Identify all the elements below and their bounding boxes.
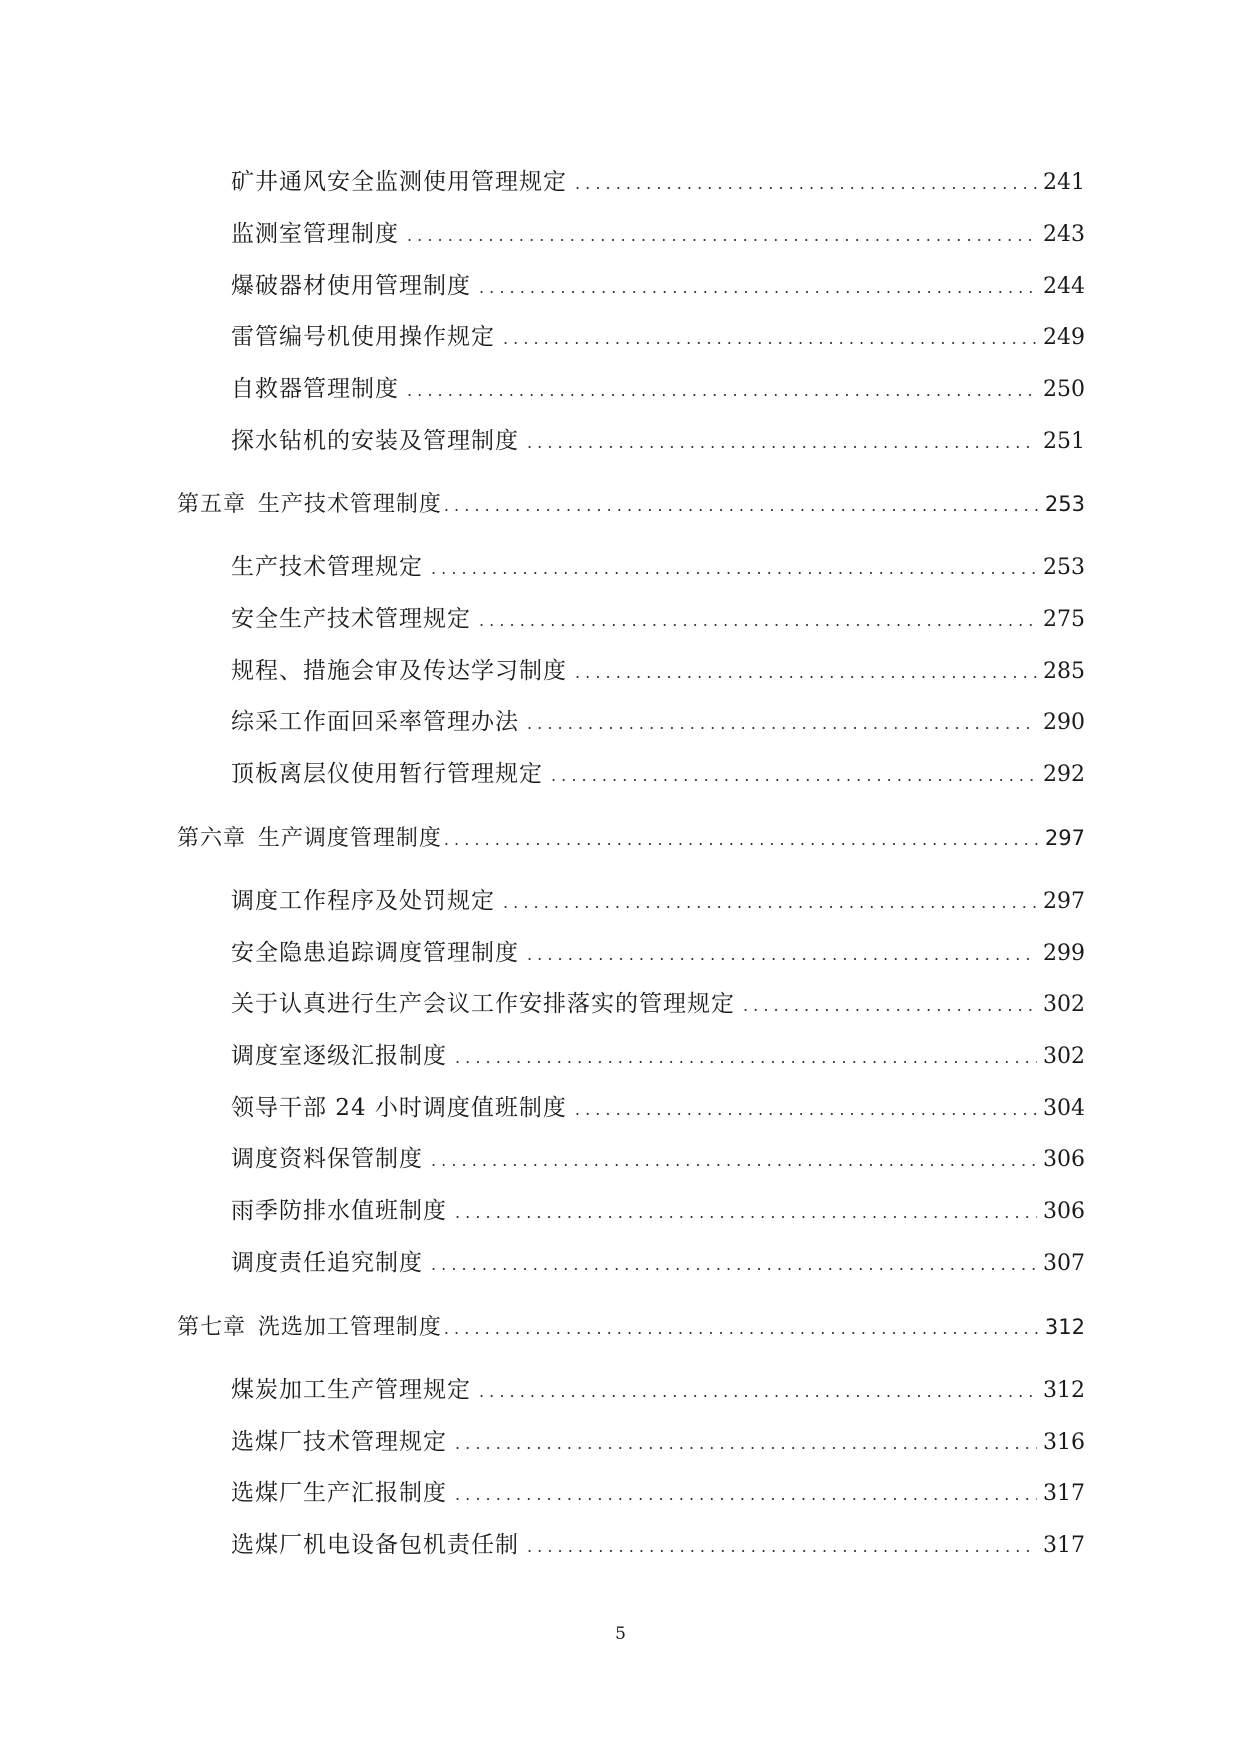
toc-chapter-page: 253	[1044, 492, 1085, 516]
toc-dot-leader	[527, 1532, 1037, 1562]
toc-entry[interactable]	[231, 1427, 1085, 1457]
toc-entry-page: 302	[1043, 992, 1085, 1017]
toc-entry[interactable]	[231, 604, 1085, 634]
toc-chapter-title: 生产调度管理制度	[257, 826, 442, 851]
toc-chapter-title: 洗选加工管理制度	[257, 1315, 442, 1340]
toc-entry-title: 调度资料保管制度	[231, 1146, 423, 1172]
toc-entry-title: 选煤厂技术管理规定	[231, 1429, 447, 1455]
toc-entry-title: 爆破器材使用管理制度	[231, 273, 471, 299]
toc-entry-title: 矿井通风安全监测使用管理规定	[231, 169, 567, 195]
toc-entry-title: 监测室管理制度	[231, 221, 399, 247]
toc-entry[interactable]	[231, 374, 1085, 404]
toc-chapter-number: 第六章	[177, 826, 247, 851]
toc-entry[interactable]	[231, 1144, 1085, 1174]
toc-chapter-page: 297	[1044, 826, 1085, 850]
toc-entry-title: 生产技术管理规定	[231, 554, 423, 580]
toc-dot-leader	[444, 1314, 1039, 1344]
toc-dot-leader	[431, 554, 1037, 584]
toc-entry-page: 312	[1043, 1378, 1085, 1403]
toc-entry[interactable]	[231, 1196, 1085, 1226]
toc-entry-page: 290	[1043, 710, 1085, 735]
toc-dot-leader	[444, 825, 1039, 855]
toc-entry-page: 297	[1043, 889, 1085, 914]
toc-entry[interactable]	[231, 759, 1085, 789]
toc-entry-page: 317	[1043, 1481, 1085, 1506]
toc-entry[interactable]	[231, 989, 1085, 1019]
toc-dot-leader	[575, 658, 1037, 688]
toc-entry-title: 自救器管理制度	[231, 376, 399, 402]
toc-entry-title: 选煤厂机电设备包机责任制	[231, 1532, 519, 1558]
toc-entry[interactable]	[231, 552, 1085, 582]
toc-dot-leader	[479, 606, 1037, 636]
toc-entry[interactable]	[231, 1248, 1085, 1278]
toc-entry-title: 雨季防排水值班制度	[231, 1198, 447, 1224]
toc-entry-title: 调度室逐级汇报制度	[231, 1043, 447, 1069]
toc-entry-title: 领导干部 24 小时调度值班制度	[231, 1095, 567, 1121]
toc-dot-leader	[551, 761, 1037, 791]
toc-entry-page: 306	[1043, 1199, 1085, 1224]
toc-entry-page: 304	[1043, 1096, 1085, 1121]
toc-entry-title: 调度责任追究制度	[231, 1250, 423, 1276]
toc-entry-title: 安全生产技术管理规定	[231, 606, 471, 632]
toc-entry-page: 299	[1043, 941, 1085, 966]
toc-chapter-entry[interactable]	[177, 489, 1085, 519]
toc-entry-page: 249	[1043, 325, 1085, 350]
toc-entry-title: 选煤厂生产汇报制度	[231, 1480, 447, 1506]
toc-dot-leader	[479, 1377, 1037, 1407]
toc-entry-page: 275	[1043, 607, 1085, 632]
toc-entry-title: 探水钻机的安装及管理制度	[231, 428, 519, 454]
toc-entry[interactable]	[231, 938, 1085, 968]
toc-dot-leader	[575, 1095, 1037, 1125]
toc-entry-page: 243	[1043, 222, 1085, 247]
toc-entry[interactable]	[231, 167, 1085, 197]
toc-entry-title: 关于认真进行生产会议工作安排落实的管理规定	[231, 991, 735, 1017]
toc-entry[interactable]	[231, 1478, 1085, 1508]
toc-chapter-number: 第七章	[177, 1315, 247, 1340]
toc-chapter-number: 第五章	[177, 492, 247, 517]
toc-entry-page: 306	[1043, 1147, 1085, 1172]
toc-entry-page: 292	[1043, 762, 1085, 787]
toc-entry[interactable]	[231, 322, 1085, 352]
page-number: 5	[615, 1624, 626, 1644]
toc-chapter-entry[interactable]	[177, 1312, 1085, 1342]
toc-chapter-title: 生产技术管理制度	[257, 492, 442, 517]
toc-entry[interactable]	[231, 656, 1085, 686]
toc-chapter-page: 312	[1044, 1315, 1085, 1339]
toc-entry-page: 250	[1043, 377, 1085, 402]
toc-entry-title: 顶板离层仪使用暂行管理规定	[231, 761, 543, 787]
toc-dot-leader	[479, 273, 1037, 303]
toc-entry-title: 雷管编号机使用操作规定	[231, 324, 495, 350]
toc-dot-leader	[527, 709, 1037, 739]
toc-entry[interactable]	[231, 426, 1085, 456]
toc-entry-title: 煤炭加工生产管理规定	[231, 1377, 471, 1403]
toc-entry-title: 调度工作程序及处罚规定	[231, 888, 495, 914]
toc-dot-leader	[444, 491, 1039, 521]
toc-entry-page: 302	[1043, 1044, 1085, 1069]
toc-entry[interactable]	[231, 271, 1085, 301]
toc-entry[interactable]	[231, 886, 1085, 916]
toc-dot-leader	[503, 324, 1037, 354]
toc-dot-leader	[455, 1043, 1037, 1073]
toc-entry-page: 244	[1043, 274, 1085, 299]
toc-entry-page: 251	[1043, 429, 1085, 454]
toc-entry[interactable]	[231, 1041, 1085, 1071]
toc-chapter-entry[interactable]	[177, 823, 1085, 853]
toc-dot-leader	[407, 376, 1037, 406]
toc-entry[interactable]	[231, 219, 1085, 249]
toc-dot-leader	[455, 1480, 1037, 1510]
toc-entry-page: 317	[1043, 1533, 1085, 1558]
toc-dot-leader	[431, 1250, 1037, 1280]
toc-entry-page: 285	[1043, 659, 1085, 684]
toc-entry-page: 241	[1043, 170, 1085, 195]
toc-dot-leader	[527, 428, 1037, 458]
toc-entry-page: 307	[1043, 1251, 1085, 1276]
toc-dot-leader	[527, 940, 1037, 970]
toc-entry-page: 253	[1043, 555, 1085, 580]
toc-entry-page: 316	[1043, 1430, 1085, 1455]
toc-dot-leader	[431, 1146, 1037, 1176]
toc-entry-title: 安全隐患追踪调度管理制度	[231, 940, 519, 966]
toc-entry[interactable]	[231, 1375, 1085, 1405]
toc-entry[interactable]	[231, 707, 1085, 737]
toc-entry-title: 综采工作面回采率管理办法	[231, 709, 519, 735]
toc-entry[interactable]	[231, 1093, 1085, 1123]
toc-dot-leader	[455, 1429, 1037, 1459]
toc-entry-title: 规程、措施会审及传达学习制度	[231, 658, 567, 684]
toc-dot-leader	[575, 169, 1037, 199]
toc-entry[interactable]	[231, 1530, 1085, 1560]
toc-dot-leader	[743, 991, 1037, 1021]
toc-dot-leader	[455, 1198, 1037, 1228]
toc-dot-leader	[503, 888, 1037, 918]
toc-dot-leader	[407, 221, 1037, 251]
